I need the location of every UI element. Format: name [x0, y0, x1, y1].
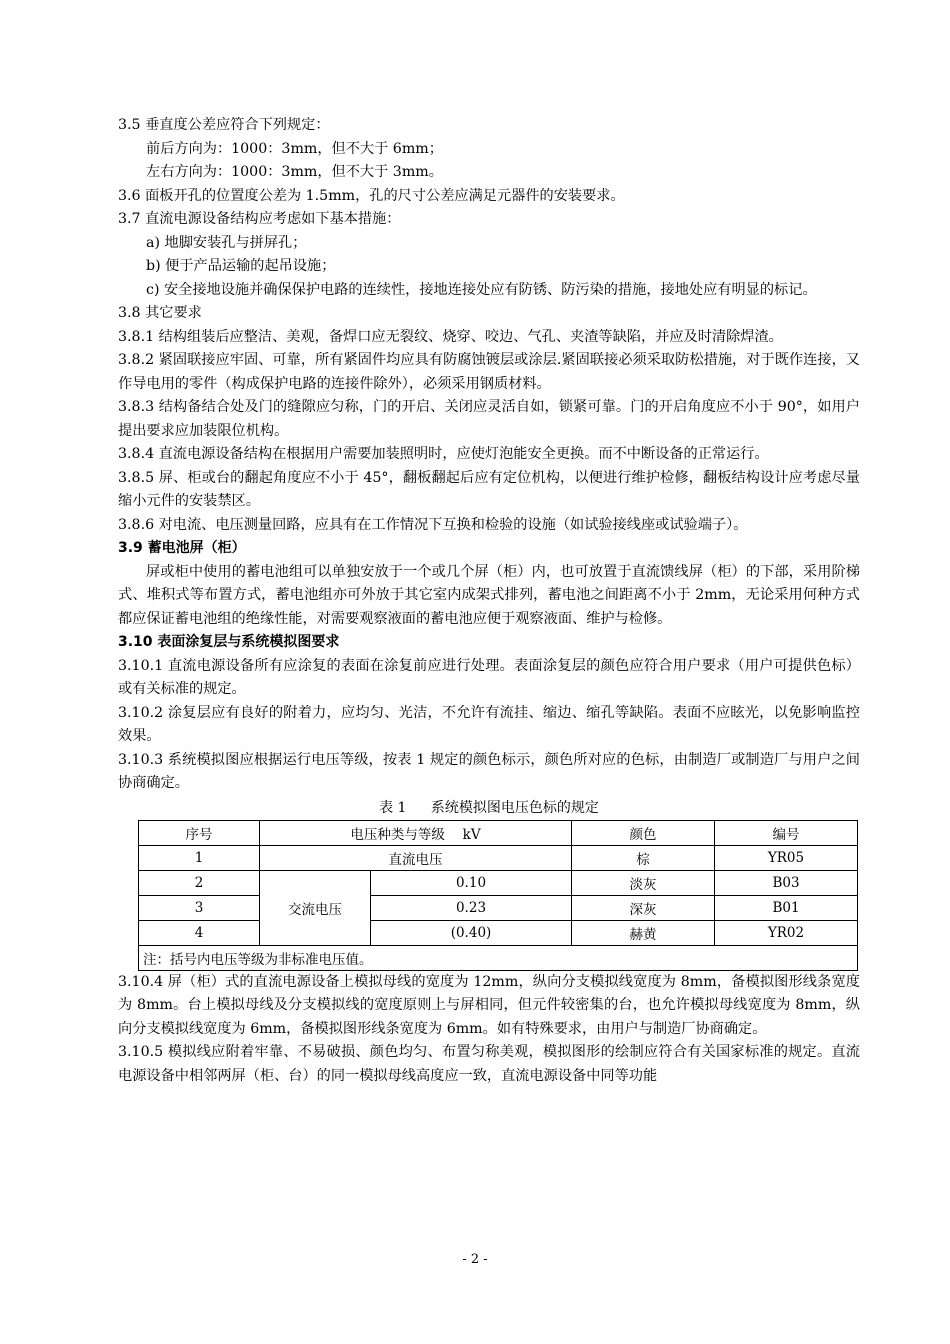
- table-cell: (0.40): [371, 920, 572, 945]
- list-item: a) 地脚安装孔与拼屏孔；: [146, 234, 307, 251]
- table-cell: 0.23: [371, 895, 572, 920]
- paragraph-3-10-4: 3.10.4 屏（柜）式的直流电源设备上模拟母线的宽度为 12mm，纵向分支模拟线宽度为 8mm，备模拟图形线条宽度为 8mm。台上模拟母线及分支模拟线的宽度原则上与屏相同，但元件较密集的台，也允许模拟母线宽度为 8mm，纵向分支模拟线宽度为 6mm，备模拟图形线条宽度为 6mm。如有特殊要求，由用户与制造厂协商确定。: [118, 973, 860, 1037]
- header-cell: 电压种类与等级 kV: [260, 820, 572, 845]
- table-cell: 赫黄: [572, 920, 715, 945]
- table-cell: YR05: [715, 845, 858, 870]
- paragraph-3-9: 屏或柜中使用的蓄电池组可以单独安放于一个或几个屏（柜）内，也可放置于直流馈线屏（柜）的下部，采用阶梯式、堆积式等布置方式，蓄电池组亦可外放于其它室内成架式排列，蓄电池之间距离不小于 2mm，无论采用何种方式都应保证蓄电池组的绝缘性能，对需要观察液面的蓄电池应便于观察液面、维护与检修。: [118, 563, 860, 627]
- section-heading-3-10: 3.10 表面涂复层与系统模拟图要求: [118, 634, 340, 650]
- paragraph: 3.5 垂直度公差应符合下列规定：: [118, 117, 330, 133]
- table-row: [139, 845, 858, 870]
- document-page: [118, 114, 860, 1088]
- table-note-row: [139, 945, 858, 970]
- table-row: [139, 895, 858, 920]
- table-cell: 2: [139, 870, 260, 895]
- table-cell: 交流电压: [260, 870, 371, 945]
- table-cell: B01: [715, 895, 858, 920]
- paragraph: 3.7 直流电源设备结构应考虑如下基本措施：: [118, 211, 401, 227]
- paragraph-3-10-5: 3.10.5 模拟线应附着牢靠、不易破损、颜色均匀、布置匀称美观，模拟图形的绘制应符合有关国家标准的规定。直流电源设备中相邻两屏（柜、台）的同一模拟母线高度应一致，直流电源设备中同等功能: [118, 1044, 860, 1084]
- list-item: c) 安全接地设施并确保保护电路的连续性，接地连接处应有防锈、防污染的措施，接地处应有明显的标记。: [146, 281, 817, 298]
- table-cell: YR02: [715, 920, 858, 945]
- table-number: 表 1: [379, 799, 407, 816]
- paragraph: 左右方向为：1000：3mm，但不大于 3mm。: [146, 164, 443, 180]
- section-heading: 3.8 其它要求: [118, 305, 202, 321]
- table-row: [139, 870, 858, 895]
- table-cell: 4: [139, 920, 260, 945]
- header-cell: 颜色: [572, 820, 715, 845]
- table-cell: 棕: [572, 845, 715, 870]
- paragraph: 3.8.3 结构备结合处及门的缝隙应匀称，门的开启、关闭应灵活自如，锁紧可靠。门的开启角度应不小于 90°，如用户提出要求应加装限位机构。: [118, 399, 860, 439]
- table-cell: 深灰: [572, 895, 715, 920]
- page-number: - 2 -: [462, 1252, 488, 1267]
- table-cell: 0.10: [371, 870, 572, 895]
- header-cell: 编号: [715, 820, 858, 845]
- table-cell: 直流电压: [260, 845, 572, 870]
- paragraph: 3.8.6 对电流、电压测量回路，应具有在工作情况下互换和检验的设施（如试验接线座或试验端子）。: [118, 516, 748, 533]
- table-cell: B03: [715, 870, 858, 895]
- voltage-color-table: [138, 820, 858, 971]
- paragraph-3-10-2: 3.10.2 涂复层应有良好的附着力，应均匀、光洁，不允许有流挂、缩边、缩孔等缺陷。表面不应眩光，以免影响监控效果。: [118, 704, 860, 744]
- list-item: b) 便于产品运输的起吊设施；: [146, 258, 336, 274]
- section-3-5-to-3-8: [118, 114, 860, 537]
- table-title: 系统模拟图电压色标的规定: [430, 799, 599, 816]
- table-cell: 淡灰: [572, 870, 715, 895]
- paragraph: 3.8.4 直流电源设备结构在根据用户需要加装照明时，应使灯泡能安全更换。而不中断设备的正常运行。: [118, 446, 769, 462]
- table-row: [139, 920, 858, 945]
- paragraph: 3.8.5 屏、柜或台的翻起角度应不小于 45°，翻板翻起后应有定位机构，以便进行维护检修，翻板结构设计应考虑尽量缩小元件的安装禁区。: [118, 469, 860, 509]
- table-cell: 3: [139, 895, 260, 920]
- section-heading-3-9: 3.9 蓄电池屏（柜）: [118, 540, 246, 556]
- paragraph: 3.8.2 紧固联接应牢固、可靠，所有紧固件均应具有防腐蚀镀层或涂层.紧固联接必须采取防松措施，对于既作连接，又作导电用的零件（构成保护电路的连接件除外），必须采用钢质材料。: [118, 352, 860, 392]
- paragraph: 3.8.1 结构组装后应整洁、美观，备焊口应无裂纹、烧穿、咬边、气孔、夹渣等缺陷，并应及时清除焊渣。: [118, 328, 783, 345]
- table-note: 注：括号内电压等级为非标准电压值。: [139, 945, 858, 970]
- table-caption: [118, 798, 860, 819]
- header-cell: 序号: [139, 820, 260, 845]
- paragraph-3-10-3: 3.10.3 系统模拟图应根据运行电压等级，按表 1 规定的颜色标示，颜色所对应的色标，由制造厂或制造厂与用户之间协商确定。: [118, 751, 860, 791]
- paragraph-3-10-1: 3.10.1 直流电源设备所有应涂复的表面在涂复前应进行处理。表面涂复层的颜色应符合用户要求（用户可提供色标）或有关标准的规定。: [118, 657, 860, 697]
- table-header-row: [139, 820, 858, 845]
- paragraph: 前后方向为：1000：3mm，但不大于 6mm；: [146, 140, 443, 157]
- table-cell: 1: [139, 845, 260, 870]
- paragraph: 3.6 面板开孔的位置度公差为 1.5mm，孔的尺寸公差应满足元器件的安装要求。: [118, 187, 625, 204]
